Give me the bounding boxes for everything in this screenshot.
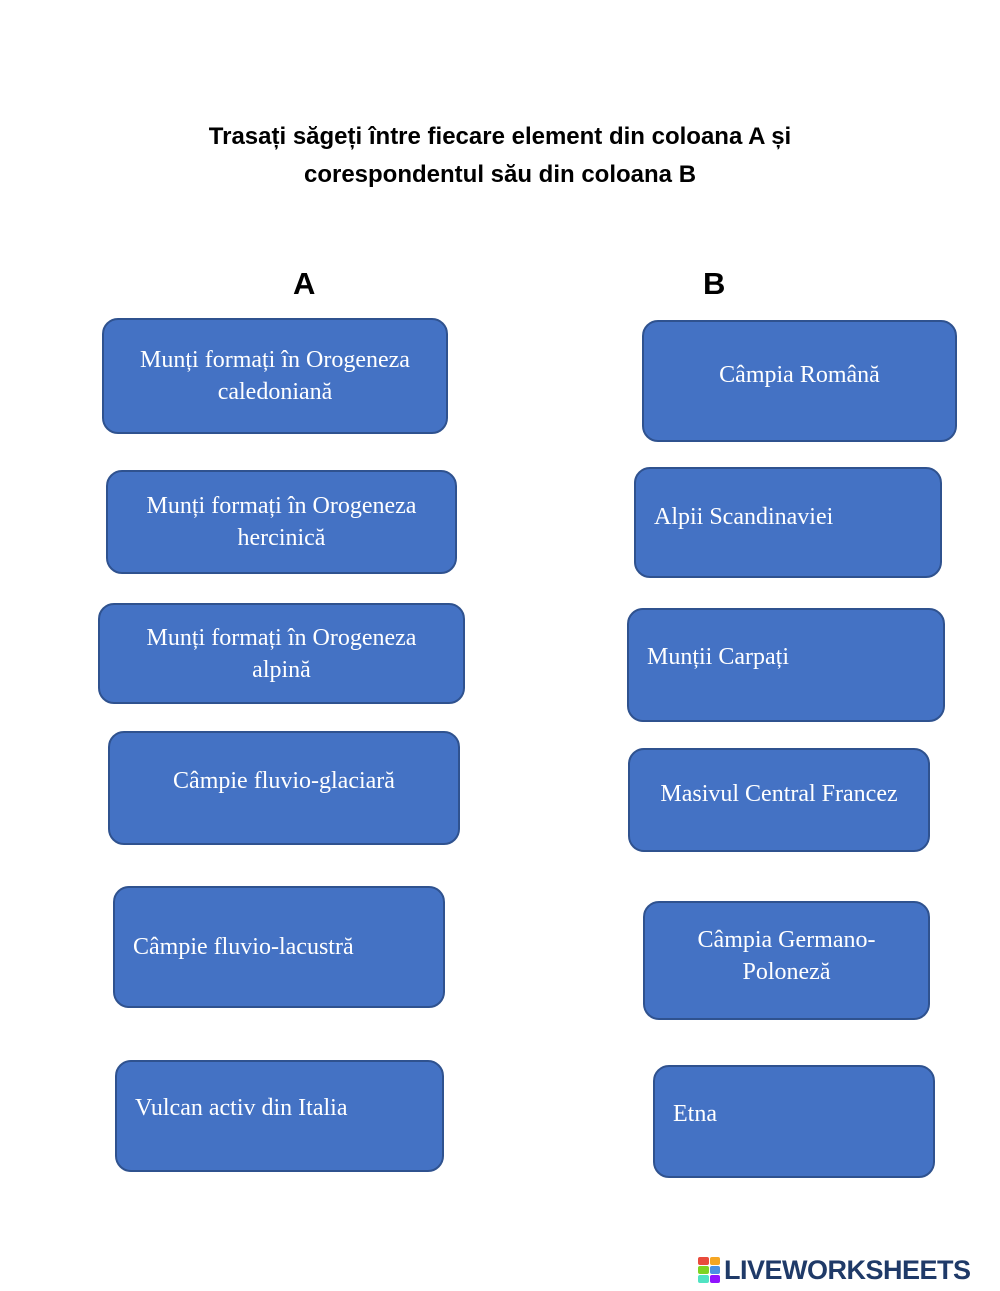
column-a-item-1[interactable] [102, 318, 448, 434]
column-b-item-4[interactable] [628, 748, 930, 852]
column-b-item-6[interactable] [653, 1065, 935, 1178]
column-a-header: A [293, 266, 316, 301]
column-b-item-3[interactable] [627, 608, 945, 722]
instructions-title [150, 118, 850, 194]
column-a-item-5[interactable] [113, 886, 445, 1008]
item-text-line-1: Munți formați în Orogeneza [146, 493, 417, 519]
item-text-line-1: Câmpia Română [719, 362, 880, 388]
item-text-line-1: Munții Carpați [647, 644, 789, 670]
instructions-line-1: Trasați săgeți între fiecare element din coloana A și [208, 123, 792, 150]
column-a-item-6[interactable] [115, 1060, 444, 1172]
column-b-item-2[interactable] [634, 467, 942, 578]
liveworksheets-logo-text: LIVEWORKSHEETS [724, 1254, 971, 1285]
item-text-line-2: hercinică [237, 525, 326, 551]
column-b-item-5[interactable] [643, 901, 930, 1020]
column-a-item-2[interactable] [106, 470, 457, 574]
item-text-line-1: Vulcan activ din Italia [135, 1095, 348, 1121]
item-text-line-1: Masivul Central Francez [660, 781, 898, 807]
column-a-item-3[interactable] [98, 603, 465, 704]
liveworksheets-logo[interactable] [698, 1255, 971, 1285]
item-text-line-1: Câmpie fluvio-lacustră [133, 934, 354, 960]
column-b-header: B [703, 266, 726, 301]
item-text-line-1: Câmpia Germano- [697, 926, 876, 953]
item-text-line-2: alpină [252, 656, 311, 683]
item-text-line-1: Câmpie fluvio-glaciară [173, 768, 395, 794]
item-text-line-2: caledoniană [217, 379, 333, 405]
item-text-line-1: Alpii Scandinaviei [654, 503, 834, 530]
item-text-line-2: Poloneză [742, 958, 831, 985]
column-a-item-4[interactable] [108, 731, 460, 845]
item-text-line-1: Munți formați în Orogeneza [146, 624, 417, 651]
liveworksheets-logo-icon [698, 1257, 720, 1283]
instructions-line-2: corespondentul său din coloana B [303, 161, 697, 188]
column-b-item-1[interactable] [642, 320, 957, 442]
item-text-line-1: Munți formați în Orogeneza [140, 347, 410, 373]
item-text-line-1: Etna [673, 1100, 717, 1127]
